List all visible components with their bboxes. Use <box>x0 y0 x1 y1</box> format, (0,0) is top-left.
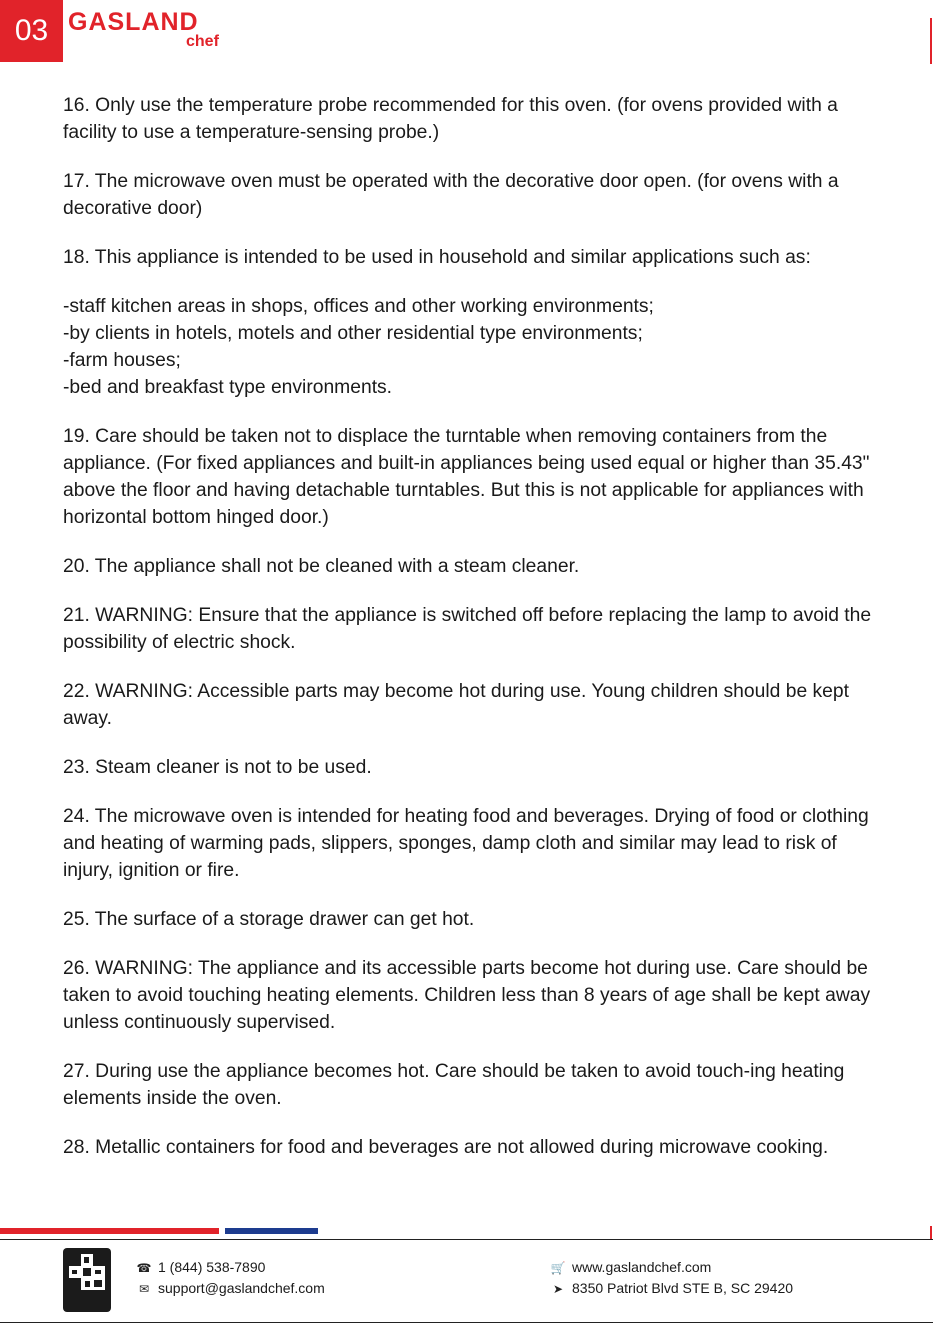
qr-caption <box>67 1296 107 1306</box>
contact-website <box>550 1258 711 1277</box>
instruction-28: 28. Metallic containers for food and beverages are not allowed during microwave cooking. <box>63 1137 829 1158</box>
instruction-19: 19. Care should be taken not to displace the turntable when removing containers from the appliance. (For fixed appliances and built-in appliances being used equal or higher than 35.43" above the floor and having detachable turntables. But this is not applicable for appliances with horizontal bottom hinged door.) <box>63 426 870 528</box>
instruction-27: 27. During use the appliance becomes hot. Care should be taken to avoid touch-ing heating elements inside the oven. <box>63 1061 845 1109</box>
email-address[interactable]: support@gaslandchef.com <box>158 1280 325 1296</box>
instruction-17: 17. The microwave oven must be operated with the decorative door open. (for ovens with a decorative door) <box>63 171 839 219</box>
footer-divider <box>0 1239 933 1240</box>
brand-name: GASLAND <box>68 8 199 36</box>
contact-phone <box>136 1258 265 1277</box>
footer-accent-blue <box>225 1228 318 1234</box>
contact-email <box>136 1279 325 1298</box>
location-arrow-icon: ➤ <box>552 1282 564 1296</box>
instruction-22: 22. WARNING: Accessible parts may become hot during use. Young children should be kept away. <box>63 681 849 729</box>
list-item: -bed and breakfast type environments. <box>63 377 393 398</box>
instruction-24: 24. The microwave oven is intended for heating food and beverages. Drying of food or clothing and heating of warming pads, slippers, sponges, damp cloth and similar may lead to risk of injury, ignition or fire. <box>63 806 869 881</box>
page-bottom-divider <box>0 1322 933 1323</box>
page-number: 03 <box>0 0 63 62</box>
qr-pattern <box>69 1254 105 1290</box>
cart-icon: 🛒 <box>550 1261 566 1275</box>
brand-subname: chef <box>186 33 219 50</box>
list-item: -by clients in hotels, motels and other residential type environments; <box>63 323 643 344</box>
street-address: 8350 Patriot Blvd STE B, SC 29420 <box>572 1280 794 1296</box>
instruction-18: 18. This appliance is intended to be used in household and similar applications such as: <box>63 247 811 268</box>
usage-environments-list <box>63 293 873 401</box>
phone-icon: ☎ <box>136 1261 152 1275</box>
edge-marker <box>930 1226 932 1240</box>
safety-instructions <box>63 92 873 1183</box>
list-item: -staff kitchen areas in shops, offices and other working environments; <box>63 296 654 317</box>
instruction-26: 26. WARNING: The appliance and its accessible parts become hot during use. Care should be taken to avoid touching heating elements. Children less than 8 years of age shall be kept away unless continuously supervised. <box>63 958 871 1033</box>
instruction-20: 20. The appliance shall not be cleaned with a steam cleaner. <box>63 556 580 577</box>
instruction-16: 16. Only use the temperature probe recommended for this oven. (for ovens provided with a facility to use a temperature-sensing probe.) <box>63 95 838 143</box>
website-url[interactable]: www.gaslandchef.com <box>572 1259 712 1275</box>
qr-code-icon <box>63 1248 111 1312</box>
phone-number: 1 (844) 538-7890 <box>158 1259 266 1275</box>
contact-address <box>550 1279 793 1298</box>
list-item: -farm houses; <box>63 350 181 371</box>
email-icon: ✉ <box>138 1282 150 1296</box>
brand-logo <box>68 8 238 56</box>
edge-marker <box>930 18 932 64</box>
instruction-25: 25. The surface of a storage drawer can get hot. <box>63 909 475 930</box>
footer-accent-red <box>0 1228 219 1234</box>
instruction-23: 23. Steam cleaner is not to be used. <box>63 757 372 778</box>
instruction-21: 21. WARNING: Ensure that the appliance is switched off before replacing the lamp to avoid the possibility of electric shock. <box>63 605 872 653</box>
